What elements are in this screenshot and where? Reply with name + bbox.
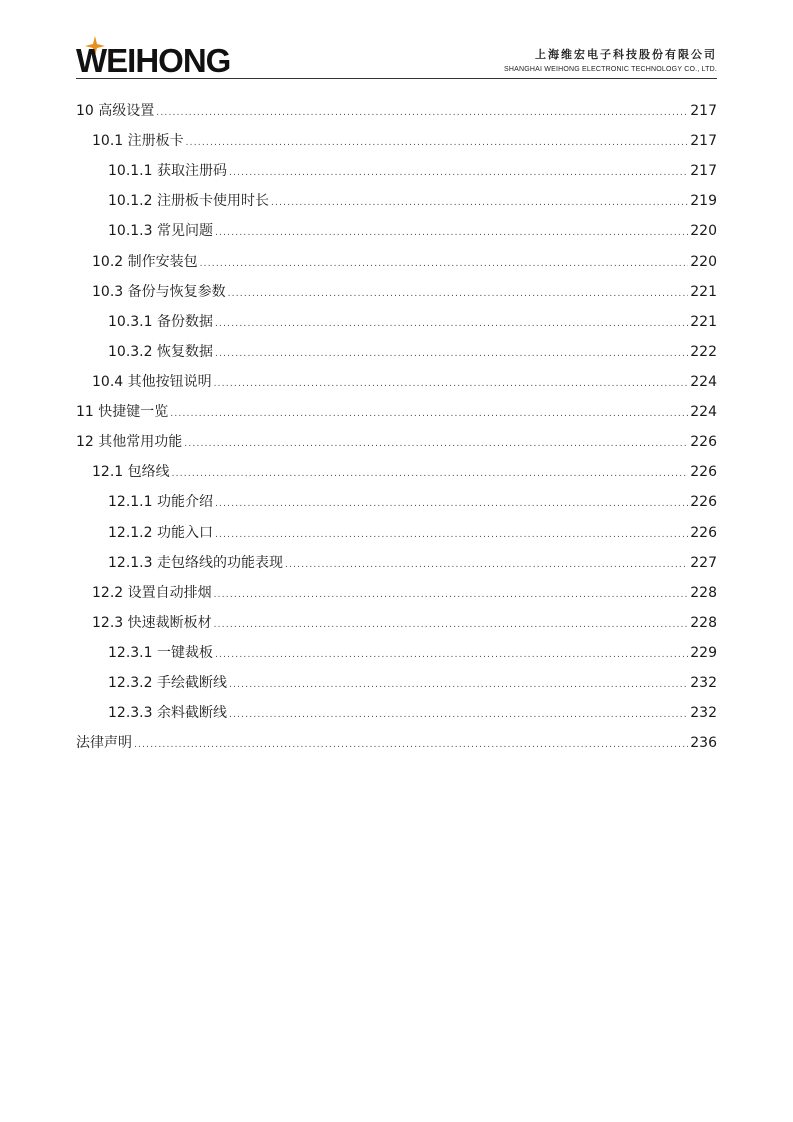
toc-dot-leader	[285, 550, 688, 580]
toc-entry[interactable]	[76, 457, 717, 487]
toc-entry-page: 226	[690, 494, 717, 511]
toc-entry[interactable]	[76, 518, 717, 548]
toc-dot-leader	[215, 520, 688, 550]
toc-entry[interactable]	[76, 638, 717, 668]
toc-dot-leader	[214, 610, 689, 640]
toc-dot-leader	[229, 670, 688, 700]
toc-dot-leader	[271, 188, 688, 218]
toc-entry-page: 220	[690, 223, 717, 240]
toc-entry-title: 法律声明	[76, 735, 132, 752]
company-logo	[76, 38, 246, 78]
toc-entry-title: 11 快捷键一览	[76, 404, 169, 421]
toc-dot-leader	[170, 399, 688, 429]
toc-entry-page: 217	[690, 133, 717, 150]
toc-entry-page: 226	[690, 464, 717, 481]
toc-dot-leader	[215, 309, 688, 339]
toc-entry-title: 10.3 备份与恢复参数	[92, 283, 226, 300]
company-name-cn: 上海维宏电子科技股份有限公司	[535, 48, 717, 61]
toc-entry-title: 12.3 快速裁断板材	[92, 614, 212, 631]
toc-entry-title: 12.3.3 余料截断线	[108, 705, 227, 722]
toc-dot-leader	[228, 279, 689, 309]
toc-entry-title: 10.1 注册板卡	[92, 133, 184, 150]
header-divider	[76, 78, 717, 79]
toc-entry[interactable]	[76, 277, 717, 307]
toc-entry[interactable]	[76, 427, 717, 457]
toc-entry[interactable]	[76, 96, 717, 126]
toc-entry-page: 228	[690, 614, 717, 631]
toc-dot-leader	[214, 369, 689, 399]
toc-entry-page: 217	[690, 103, 717, 119]
toc-entry-title: 12.1.2 功能入口	[108, 524, 213, 541]
toc-entry-page: 221	[690, 313, 717, 330]
toc-entry[interactable]	[76, 367, 717, 397]
logo-text: WEIHONG	[76, 42, 231, 79]
toc-dot-leader	[229, 700, 688, 730]
toc-entry-page: 224	[690, 404, 717, 421]
toc-entry-page: 228	[690, 584, 717, 601]
toc-dot-leader	[134, 730, 688, 760]
toc-entry-page: 232	[690, 705, 717, 722]
toc-entry-title: 10.1.3 常见问题	[108, 223, 213, 240]
toc-dot-leader	[215, 489, 688, 519]
toc-dot-leader	[184, 429, 688, 459]
toc-dot-leader	[215, 339, 688, 369]
toc-entry-title: 10 高级设置	[76, 103, 155, 119]
toc-entry[interactable]	[76, 186, 717, 216]
toc-entry-title: 10.3.2 恢复数据	[108, 343, 213, 360]
toc-entry[interactable]	[76, 608, 717, 638]
toc-entry-page: 222	[690, 343, 717, 360]
toc-entry[interactable]	[76, 156, 717, 186]
toc-entry-title: 12.3.1 一键裁板	[108, 644, 213, 661]
toc-entry-title: 12.2 设置自动排烟	[92, 584, 212, 601]
toc-entry-title: 10.2 制作安装包	[92, 253, 198, 270]
toc-entry-title: 12.1.1 功能介绍	[108, 494, 213, 511]
toc-entry[interactable]	[76, 698, 717, 728]
toc-entry[interactable]	[76, 126, 717, 156]
toc-entry-page: 226	[690, 434, 717, 451]
toc-entry[interactable]	[76, 668, 717, 698]
toc-entry-title: 10.3.1 备份数据	[108, 313, 213, 330]
toc-entry-page: 221	[690, 283, 717, 300]
toc-entry-page: 227	[690, 554, 717, 571]
toc-entry-page: 229	[690, 644, 717, 661]
toc-entry-page: 236	[690, 735, 717, 752]
toc-entry-title: 10.4 其他按钮说明	[92, 373, 212, 390]
toc-entry[interactable]	[76, 216, 717, 246]
toc-entry[interactable]	[76, 487, 717, 517]
toc-dot-leader	[214, 580, 689, 610]
toc-entry-title: 10.1.2 注册板卡使用时长	[108, 193, 269, 210]
toc-dot-leader	[229, 158, 688, 188]
company-name-block	[504, 48, 717, 74]
toc-entry[interactable]	[76, 307, 717, 337]
toc-entry-title: 12.1 包络线	[92, 464, 170, 481]
toc-entry[interactable]	[76, 397, 717, 427]
toc-dot-leader	[186, 128, 689, 158]
toc-entry-page: 232	[690, 675, 717, 692]
toc-entry[interactable]	[76, 247, 717, 277]
toc-entry-title: 12 其他常用功能	[76, 434, 183, 451]
toc-entry-title: 12.3.2 手绘截断线	[108, 675, 227, 692]
toc-dot-leader	[215, 640, 688, 670]
toc-dot-leader	[200, 249, 689, 279]
toc-entry[interactable]	[76, 578, 717, 608]
toc-entry-title: 12.1.3 走包络线的功能表现	[108, 554, 283, 571]
toc-entry-page: 217	[690, 163, 717, 180]
toc-dot-leader	[156, 98, 688, 128]
toc-entry[interactable]	[76, 728, 717, 758]
toc-dot-leader	[172, 459, 689, 489]
toc-entry[interactable]	[76, 548, 717, 578]
toc-entry-page: 219	[690, 193, 717, 210]
toc-entry-page: 226	[690, 524, 717, 541]
toc-entry-title: 10.1.1 获取注册码	[108, 163, 227, 180]
toc-dot-leader	[215, 218, 688, 248]
table-of-contents	[76, 96, 717, 758]
toc-entry[interactable]	[76, 337, 717, 367]
toc-entry-page: 224	[690, 373, 717, 390]
toc-entry-page: 220	[690, 253, 717, 270]
company-name-en: SHANGHAI WEIHONG ELECTRONIC TECHNOLOGY CO., LTD.	[503, 66, 717, 73]
